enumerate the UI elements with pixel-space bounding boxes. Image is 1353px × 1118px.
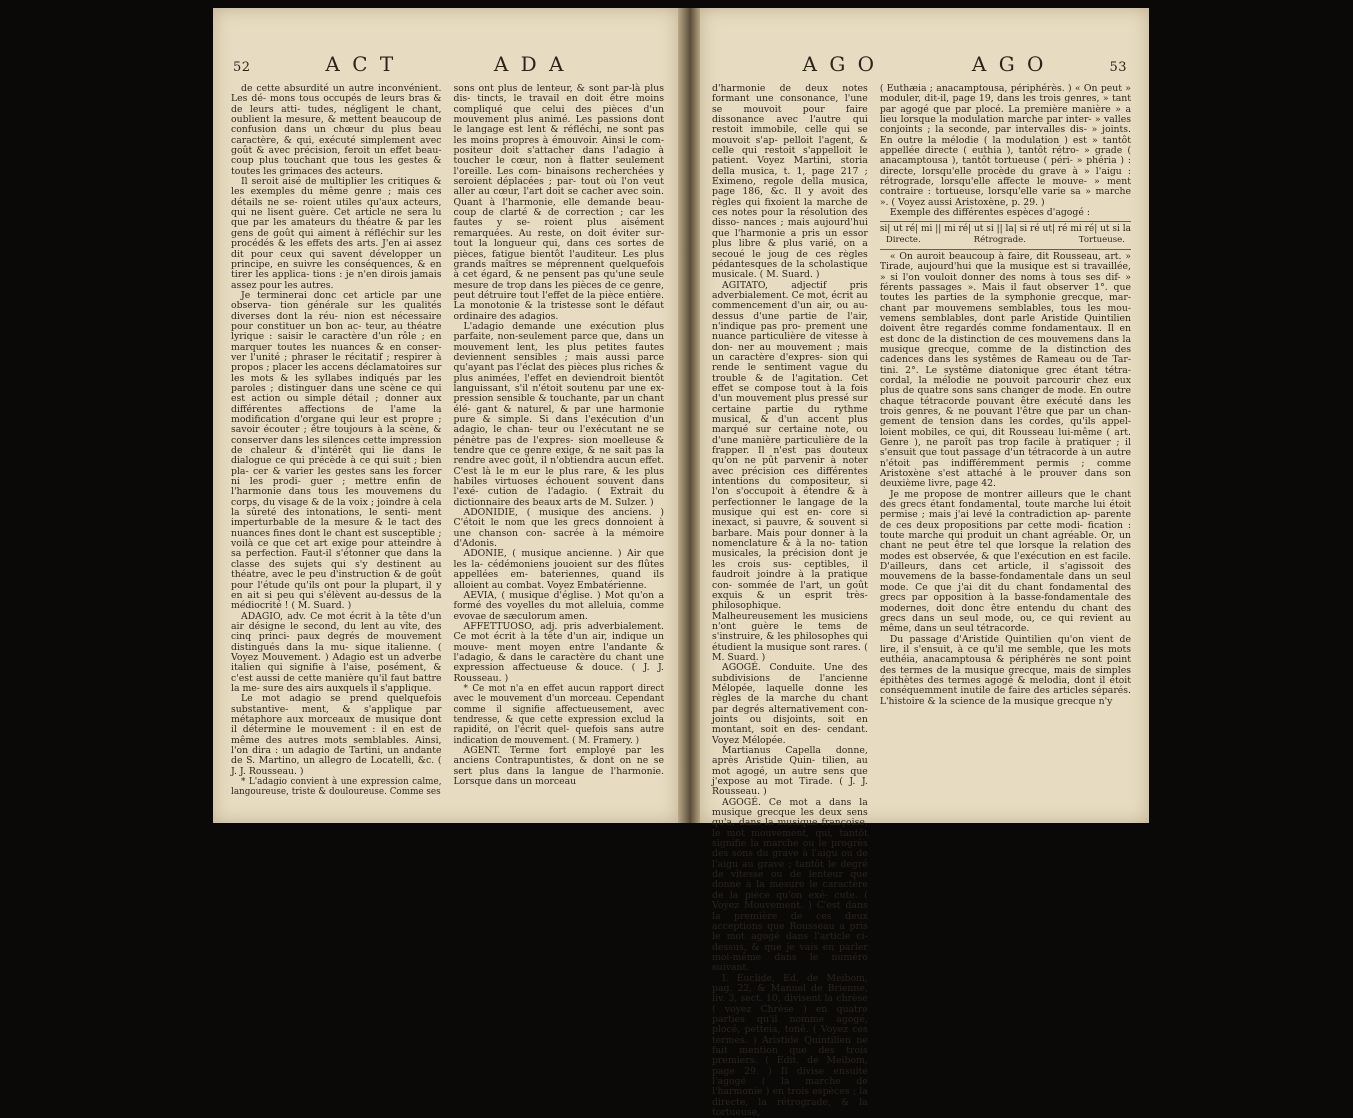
paragraph: Il seroit aisé de multiplier les critiques & les exemples du même genre ; mais ces détails ne se- roient utiles qu'aux acteurs, qui ne lisent guère. Cet article ne sera lu que par les amateurs du théatre & par les gens de goût qui aiment à réfléchir sur les procédés & les effets des arts. J'en ai assez dit pour ceux qui savent développer un principe, en suivre les conséquences, & en tirer les applica- tions : je n'en dirois jamais assez pour les autres. — [231, 176, 442, 291]
entry-aevia: AEVIA, ( musique d'église. ) Mot qu'on a formé des voyelles du mot alleluia, comme evovae de sæculorum amen. — [453, 589, 664, 622]
left-column-1 — [231, 84, 442, 817]
music-example: si| ut ré| mi || mi ré| ut si || la| si ré ut| ré mi ré| ut si la — [879, 224, 1131, 235]
label-directe: Directe. — [885, 235, 921, 246]
music-example-labels — [880, 235, 1131, 245]
left-head-title-2: A D A — [493, 52, 567, 76]
paragraph: Du passage d'Aristide Quintilien qu'on vient de lire, il s'ensuit, à ce qu'il me semble, que les mots euthéia, anacamptousa & périphérès ne sont point des termes de la musique grecque, mais de simples épithètes des termes agogé & melodia, dont il étoit conséquemment inutile de faire des articles séparés. L'histoire & la science de la musique grecque n'y — [879, 633, 1131, 707]
paragraph: Je terminerai donc cet article par une observa- tion générale sur les qualités diverses dont la réu- nion est nécessaire pour constituer un bon ac- teur, au théatre lyrique : saisir le caractère d'un rôle ; en marquer toutes les nuances & en conser- ver l'unité ; phraser le récitatif ; respirer à propos ; placer les accens déclamatoires sur les mots & les syllabes indiqués par les paroles ; distinguer dans une scène ce qui est action ou simple détail ; donner aux différentes affections de l'ame la modification d'organe qui leur est propre ; savoir écouter ; être toujours à la scène, & conserver dans les silences cette impression de chaleur & d'intérêt qui lie dans le dialogue ce qui précède à ce qui suit ; bien pla- cer & varier les gestes sans les forcer ni les prodi- guer ; mettre enfin de l'harmonie dans tous les mouvemens du corps, du visage & de la voix ; joindre à cela la sûreté des intonations, le senti- ment imperturbable de la mesure & le tact des nuances fines dont le chant est susceptible ; voilà ce que cet art exige pour atteindre à sa perfection. Faut-il s'étonner que dans la classe des sujets qui s'y destinent au théatre, avec le peu d'instruction & de goût pour l'étude qu'ils ont pour la plupart, il y en ait si peu qui s'élèvent au-dessus de la médiocrité ! ( M. Suard. ) — [231, 289, 442, 612]
divider — [880, 249, 1131, 250]
paragraph: Le mot adagio se prend quelquefois substantive- ment, & s'applique par métaphore aux morceaux de musique dont il détermine le mouvement : il en est de même des autres mots semblables. Ainsi, l'on dira : un adagio de Tartini, un andante de S. Martino, un allegro de Locatelli, &c. ( J. J. Rousseau. ) — [231, 693, 442, 777]
entry-agoge: AGOGÉ. Conduite. Une des subdivisions de l'ancienne Mélopée, laquelle donne les règles de la marche du chant par degrés alternativement con- joints ou disjoints, soit en montant, soit en des- cendant. Voyez Mélopée. — [712, 662, 868, 746]
paragraph: * L'adagio convient à une expression calme, langoureuse, triste & douloureuse. Comme ses — [231, 777, 442, 798]
paragraph: L'adagio demande une exécution plus parfaite, non-seulement parce que, dans un mouvement lent, les plus petites fautes deviennent sensibles ; mais aussi parce qu'ayant pas l'éclat des pièces plus riches & plus animées, l'effet en deviendroit bientôt languissant, s'il n'étoit soutenu par une ex- pression sensible & touchante, par un chant élé- gant & naturel, & par une harmonie pure & simple. Si dans l'exécution d'un adagio, le chan- teur ou l'exécutant ne se pénètre pas de l'expres- sion moelleuse & tendre que ce genre exige, & ne sait pas la rendre avec goût, il n'obtiendra aucun effet. C'est là le m eur le plus rare, & les plus habiles virtuoses échouent souvent dans l'exé- cution de l'adagio. ( Extrait du dictionnaire des beaux arts de M. Sulzer. ) — [453, 320, 664, 508]
left-page — [213, 8, 678, 823]
paragraph: * Ce mot n'a en effet aucun rapport direct avec le mouvement d'un morceau. Cependant comme il signifie affectueusement, avec tendresse, & que cette expression exclud la rapidité, on l'écrit quel- quefois sans autre indication de mouvement. ( M. Framery. ) — [453, 683, 664, 746]
right-head-title-1: A G O — [802, 52, 878, 76]
right-page-number: 53 — [1109, 60, 1127, 75]
book-gutter — [678, 8, 700, 823]
entry-agitato: AGITATO, adjectif pris adverbialement. Ce mot, écrit au commencement d'un air, ou au- dessus d'une partie de l'air, n'indique pas pro- prement une nuance particulière de vitesse à don- ner au mouvement ; mais un caractère d'expres- sion qui rende le sentiment vague du trouble & de l'agitation. Cet effet se compose tout à la fois d'un mouvement plus pressé sur certaine partie du rythme musical, & d'un accent plus marqué sur certaine note, ou d'une manière particulière de la frapper. Il n'est pas douteux qu'on ne pût parvenir à noter avec précision ces différentes intentions du compositeur, si l'on s'occupoit à étendre & à perfectionner le langage de la musique qui est en- core si inexact, si pauvre, & souvent si barbare. Mais pour donner à la nomenclature & à la no- tation musicales, la précision dont je les crois sus- ceptibles, il faudroit joindre à la pratique con- sommée de l'art, un goût exquis & un esprit très- philosophique. Malheureusement les musiciens n'ont guère le tems de s'instruire, & les philosophes qui étudient la musique sont rares. ( M. Suard. ) — [712, 279, 868, 663]
right-column-1 — [712, 83, 868, 1118]
left-running-head — [225, 52, 666, 76]
paragraph: I. Euclide, Ed. de Meibom, pag. 22, & Manuel de Brienne, liv. 3, sect. 10, divisent la chrèse ( voyez Chrèse ) en quatre parties qu'il nomme agogé, plocé, petteia, tonê. ( Voyez ces termes. ) Aristide Quintilien ne fait mention que des trois premiers. ( Edit. de Meibom, page 29. ) Il divise ensuite l'agogé ( la marche de l'harmonie ) en trois espèces ; la directe, la rétrograde, & la tortueuse, — [712, 972, 868, 1118]
paragraph: sons ont plus de lenteur, & sont par-là plus dis- tincts, le travail en doit être moins compliqué que celui des pièces d'un mouvement plus animé. Les passions dont le langage est lent & réfléchi, ne sont pas les moins propres à émouvoir. Ainsi le com- positeur doit s'attacher dans l'adagio à toucher le cœur, non à flatter seulement l'oreille. Les com- binaisons recherchées y seroient déplacées ; par- tout où l'on veut aller au cœur, l'art doit se cacher avec soin. Quant à l'harmonie, elle demande beau- coup de clarté & de correction ; car les fautes y se- roient plus aisément remarquées. Au reste, on doit éviter sur-tout la longueur qui, dans ces sortes de pièces, fatigue bientôt l'auditeur. Les plus grands maîtres se méprennent quelquefois à cet égard, & ne pensent pas qu'une seule mesure de trop dans les pièces de ce genre, peut détruire tout l'effet de la pièce entière. La monotonie & la tristesse sont le défaut ordinaire des adagios. — [453, 83, 664, 322]
paragraph: ( Euthæia ; anacamptousa, périphérès. ) « On peut » moduler, dit-il, page 19, dans les trois genres, » tant par agogé que par plocé. La première manière » a lieu lorsque la modulation marche par inter- » valles conjoints ; la seconde, par intervalles dis- » joints. En outre la mélodie ( la modulation ) est » tantôt appellée directe ( euthia ), tantôt rétro- » grade ( anacamptousa ), tantôt tortueuse ( péri- » phéria ) : directe, lorsqu'elle procède du grave à » l'aigu : rétrograde, lorsqu'elle affecte le mouve- » ment contraire : tortueuse, lorsqu'elle varie sa » marche ». ( Voyez aussi Aristoxène, p. 29. ) — [879, 83, 1131, 208]
left-column-2 — [454, 84, 665, 817]
entry-adonie: ADONIE, ( musique ancienne. ) Air que les la- cédémoniens jouoient sur des flûtes appellées em- bateriennes, quand ils alloient au combat. Voyez Embatérienne. — [453, 548, 664, 591]
entry-agoge-2: AGOGÉ. Ce mot a dans la musique grecque les deux sens qu'a, dans la musique françoise, le mot mouvement, qui, tantôt signifie la marche ou le progrès des sons du grave à l'aigu ou de l'aigu au grave ; tantôt le degré de vîtesse ou de lenteur que donne à la mesure le caractère de la pièce qu'on exé- cute. ( Voyez Mouvement. ) C'est dans la première de ces deux acceptions que Rousseau a pris le mot agogé dans l'article ci-dessus, & que je vais en parler moi-même dans le numéro suivant. — [712, 796, 868, 974]
right-page — [700, 8, 1149, 1118]
label-tortueuse: Tortueuse. — [1078, 235, 1125, 246]
entry-adagio: ADAGIO, adv. Ce mot écrit à la tête d'un air désigne le second, du lent au vîte, des cinq princi- paux degrés de mouvement distingués dans la mu- sique italienne. ( Voyez Mouvement. ) Adagio est un adverbe italien qui signifie à l'aise, posément, & c'est aussi de cette manière qu'il faut battre la me- sure des airs auxquels il s'applique. — [231, 610, 442, 694]
left-head-title-1: A C T — [325, 52, 397, 76]
divider — [880, 221, 1131, 222]
paragraph: d'harmonie de deux notes formant une consonance, l'une se mouvoit pour faire dissonance avec l'autre qui restoit immobile, celle qui se mouvoit s'ap- pelloit l'agent, & celle qui restoit s'appelloit le patient. Voyez Martini, storia della musica, t. 1, page 217 ; Eximeno, regole della musica, page 186, &c. Il y avoit des règles qui fixoient la marche de ces notes pour la résolution des disso- nances ; mais aujourd'hui que l'harmonie a pris un essor plus libre & plus varié, on a secoué le joug de ces règles pédantesques de la scholastique musicale. ( M. Suard. ) — [712, 83, 868, 281]
paragraph: « On auroit beaucoup à faire, dit Rousseau, art. » Tirade, aujourd'hui que la musique est si travaillée, » si l'on vouloit donner des noms à tous ses dif- » férents passages ». Mais il faut observer 1°. que toutes les parties de la symphonie grecque, mar- chant par mouvemens semblables, tous les mou- vemens semblables, dont parle Aristide Quintilien doivent être regardés comme fondamentaux. Il en est donc de la distinction de ces mouvemens dans la musique grecque, comme de la distinction des cadences dans les systêmes de Rameau ou de Tar- tini. 2°. Le systême diatonique grec étant tétra- cordal, la mélodie ne pouvoit parcourir chez eux plus de quatre sons sans changer de mode. En outre chaque tétracorde pouvant être exécuté dans les trois genres, & ne pouvant l'être que par un chan- gement de tension dans les cordes, qu'ils appel- loient mobiles, ce qui, dit Rousseau lui-même ( art. Genre ), ne paroît pas trop facile à pratiquer ; il s'ensuit que tout passage d'un tétracorde à un autre n'étoit pas indifféremment permis ; comme Aristoxène s'est attaché à le prouver dans son deuxième livre, page 42. — [879, 250, 1131, 490]
right-head-title-2: A G O — [971, 52, 1047, 76]
paragraph: Martianus Capella donne, après Aristide Quin- tilien, au mot agogé, un autre sens que j'expose au mot Tirade. ( J. J. Rousseau. ) — [712, 745, 868, 798]
entry-adonidie: ADONIDIE, ( musique des anciens. ) C'étoit le nom que les grecs donnoient à une chanson con- sacrée à la mémoire d'Adonis. — [453, 507, 664, 550]
right-column-2 — [880, 84, 1131, 817]
entry-agent: AGENT. Terme fort employé par les anciens Contrapuntistes, & dont on ne se sert plus dans la langue de l'harmonie. Lorsque dans un morceau — [453, 745, 664, 788]
entry-affettuoso: AFFETTUOSO, adj. pris adverbialement. Ce mot écrit à la tête d'un air, indique un mouve- ment moyen entre l'andante & l'adagio, & dans le caractère du chant une expression affectueuse & douce. ( J. J. Rousseau. ) — [453, 620, 664, 684]
label-retrograde: Rétrograde. — [973, 235, 1026, 246]
paragraph: Exemple des différentes espèces d'agogé : — [889, 207, 1090, 219]
left-page-number: 52 — [233, 60, 251, 75]
paragraph: de cette absurdité un autre inconvénient. Les dé- mons tous occupés de leurs bras & de leurs atti- tudes, négligent le chant, oublient la mesure, & mettent beaucoup de confusion dans un chœur du plus beau caractère, & qui, exécuté simplement avec goût & avec précision, feroit un effet beau- coup plus touchant que tous les gestes & toutes les grimaces des acteurs. — [231, 83, 442, 177]
paragraph: Je me propose de montrer ailleurs que le chant des grecs étant fondamental, toute marche lui étoit permise ; mais j'ai levé la contradiction ap- parente de ces deux propositions par cette modi- fication : toute marche qui produit un chant agréable. Or, un chant ne peut être tel que lorsque la relation des modes est observée, & que l'exécution en est facile. D'ailleurs, dans cet article, il s'agissoit des mouvemens de la basse-fondamentale dans un seul mode. Ce que j'ai dit du chant fondamental des grecs par opposition à la basse-fondamentale des modernes, doit donc être entendu du chant des grecs dans un seul mode, ou, ce qui revient au même, dans un seul tétracorde. — [879, 488, 1131, 635]
right-running-head — [712, 52, 1137, 76]
